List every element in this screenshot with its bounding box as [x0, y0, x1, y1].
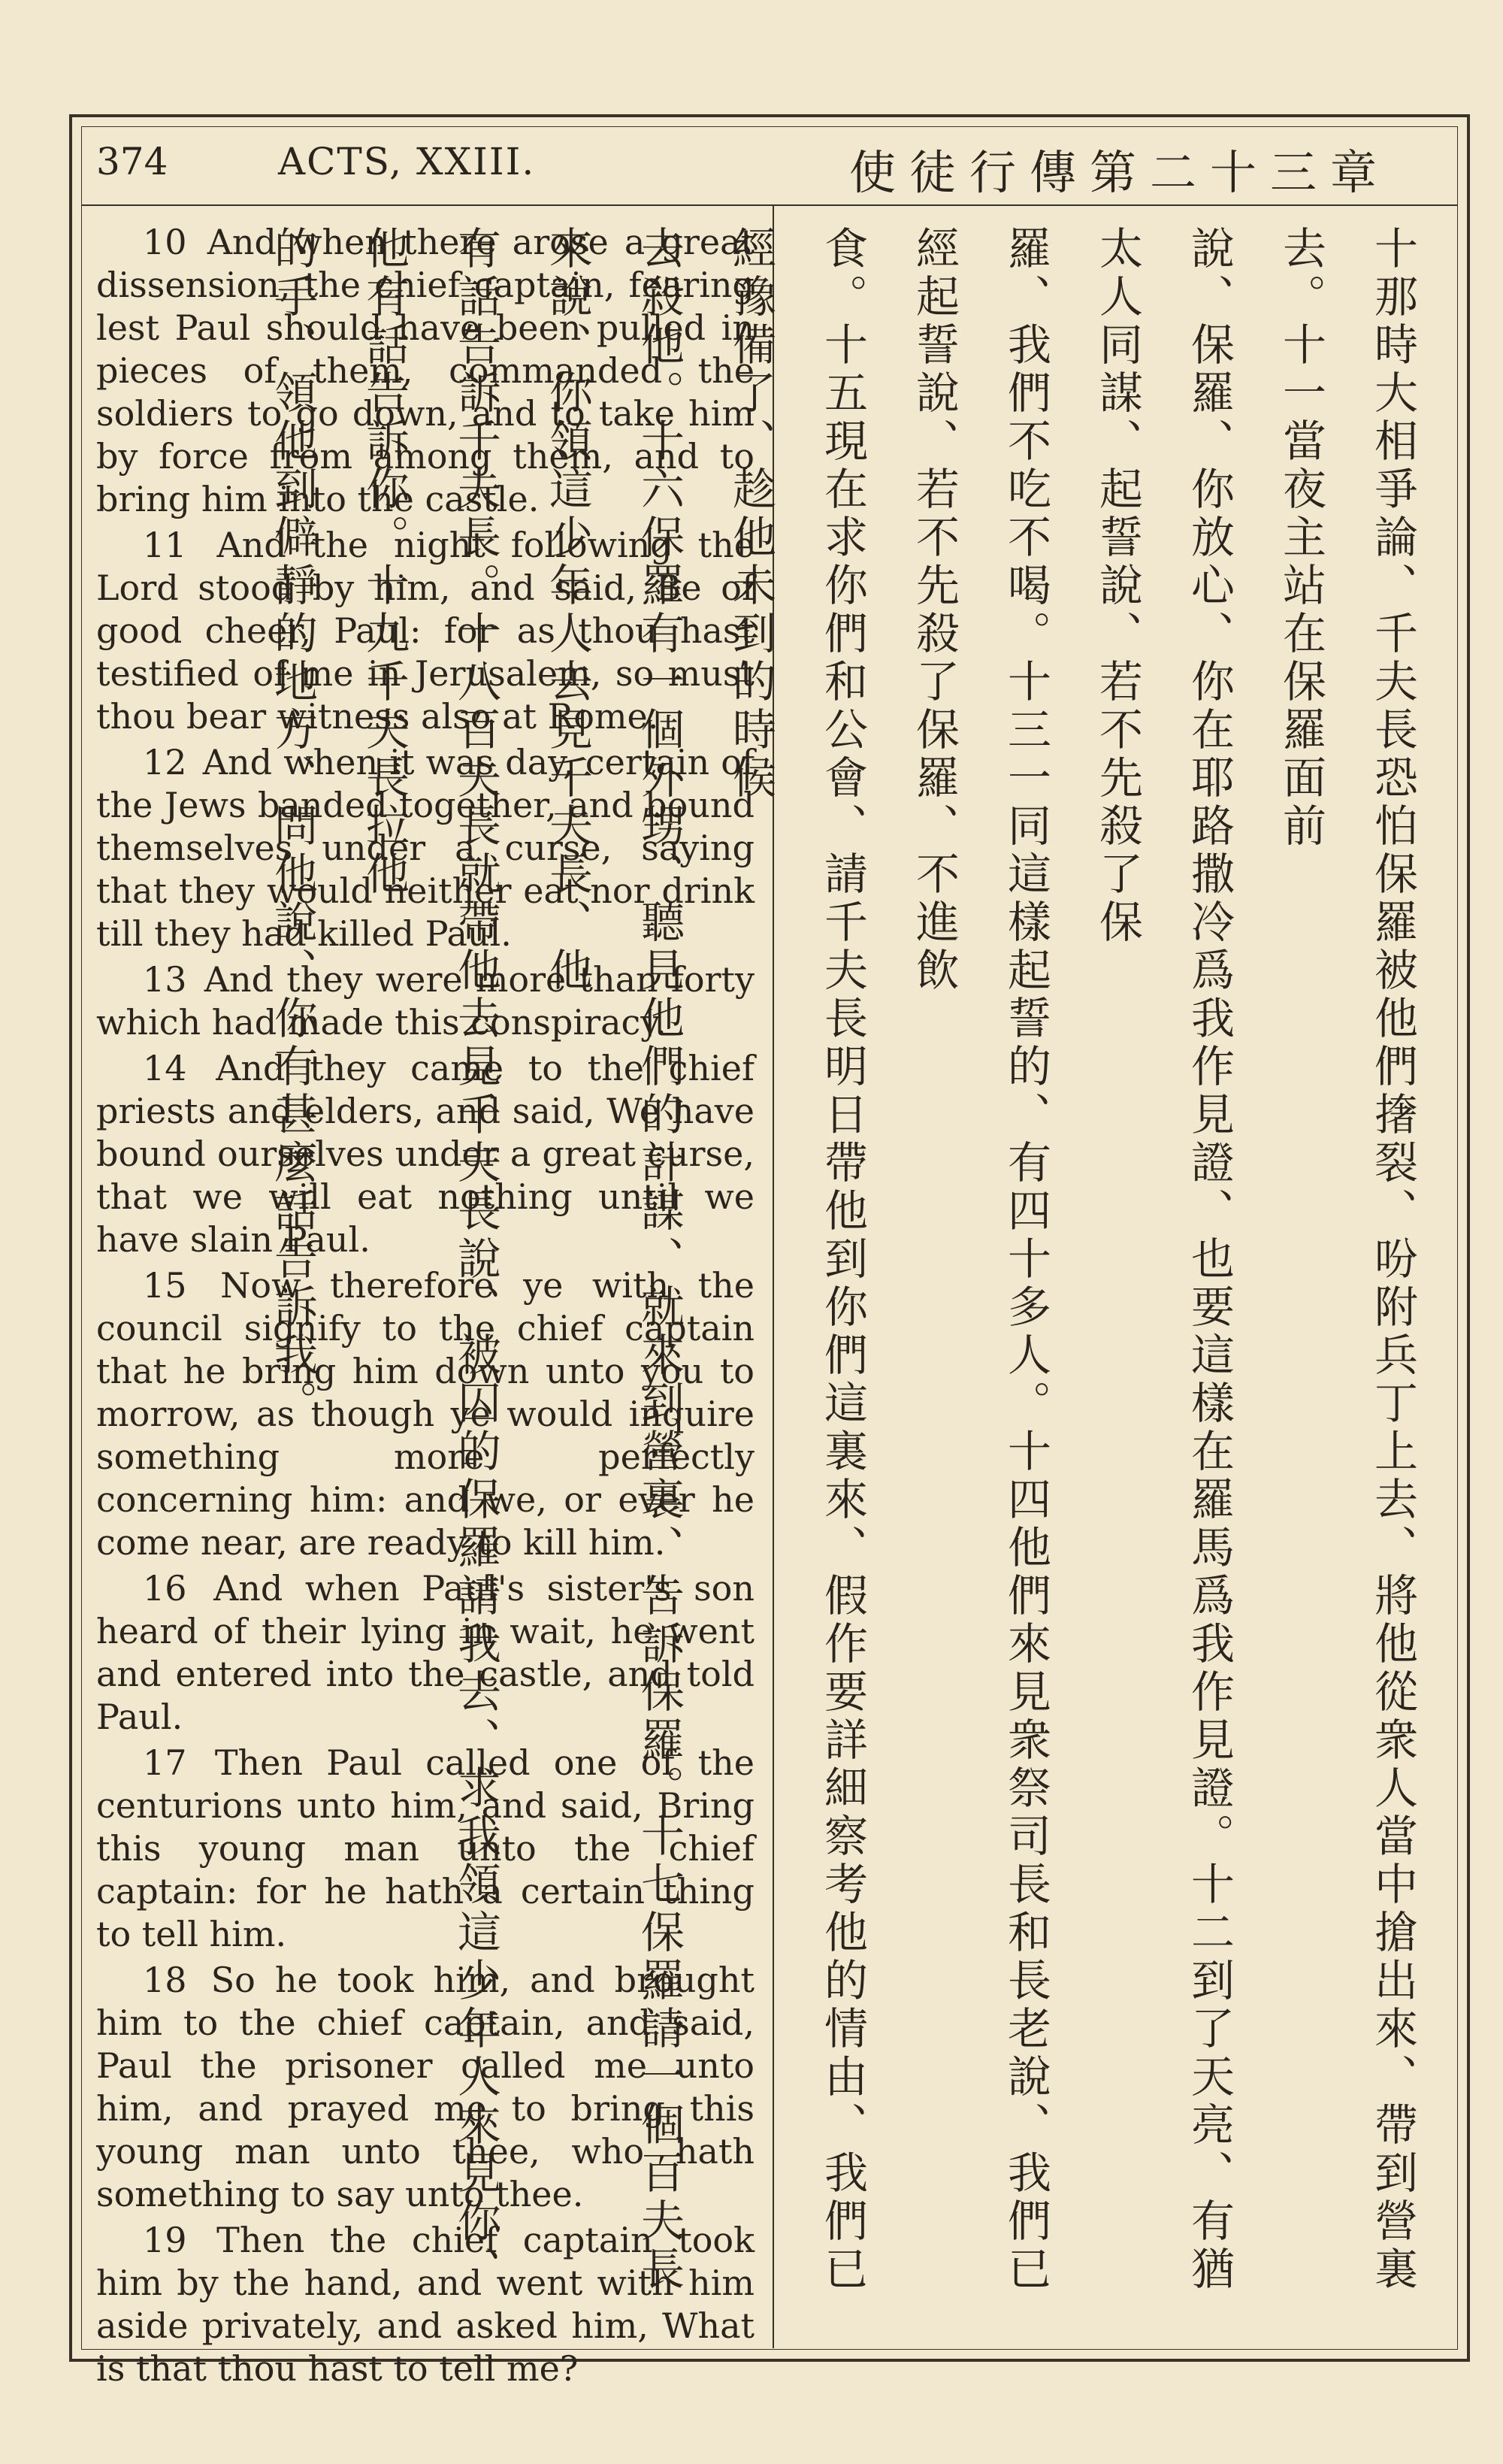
chinese-text-column: 說、保羅、你放心、你在耶路撒冷爲我作見證、也要這樣在羅馬爲我作見證。十二到了天亮、有猶太人同謀、起誓說、若不先殺了保: [1092, 226, 1235, 2294]
chinese-text-column: 有話告訴千夫長。十八百夫長就帶他去見千夫長說、被囚的保羅請我去、求我領這少年人來見你、他有話告訴你。十九千夫長拉他: [358, 226, 501, 2294]
verse-number: 15: [143, 1265, 187, 1306]
verse-text: So he took him, and brought him to the chief captain, and said, Paul the prisoner called me unto him, and prayed me to bring this young man unto thee, who hath something to say unto thee.: [96, 1960, 755, 2214]
verse-number: 11: [143, 525, 187, 565]
verse-number: 14: [143, 1048, 187, 1088]
page-header: [81, 126, 1458, 206]
page-number: 374: [96, 140, 168, 183]
chinese-text-column: 去殺他。十六保羅有一個外甥、聽見他們的計謀、就來到營裏、告訴保羅。十七保羅請一個百夫長來說、你領這少年人去見千夫長、他: [542, 226, 685, 2294]
chinese-text-column: 十那時大相爭論、千夫長恐怕保羅被他們撦裂、吩附兵丁上去、將他從衆人當中搶出來、帶到營裏去。十一當夜主站在保羅面前: [1275, 226, 1418, 2294]
verse-number: 13: [143, 959, 187, 1000]
chinese-text-column: 羅、我們不吃不喝。十三一同這樣起誓的、有四十多人。十四他們來見衆祭司長和長老說、我們已經起誓說、若不先殺了保羅、不進飲: [909, 226, 1051, 2294]
verse-text: And they came to the chief priests and elders, and said, We have bound ourselves under a great curse, that we will eat nothing until we have slain Paul.: [96, 1048, 755, 1260]
verse-number: 12: [143, 742, 187, 782]
verse-number: 19: [143, 2220, 187, 2260]
chinese-running-title: 使徒行傳第二十三章: [848, 145, 1390, 200]
chinese-text-column: 食。十五現在求你們和公會、請千夫長明日帶他到你們這裏來、假作要詳細察考他的情由、我們已經豫備了、趁他未到的時候: [725, 226, 868, 2294]
verse-text: Then Paul called one of the centurions unto him, and said, Bring this young man unto the chief captain: for he hath a certain thing to tell him.: [96, 1742, 755, 1954]
verse-text: Now therefore ye with the council signify to the chief captain that he bring him down unto you to morrow, as though ye would inquire something more perfectly concerning him: and we, or ever he come near, are ready to kill him.: [96, 1265, 755, 1563]
verse-text: And when Paul's sister's son heard of their lying in wait, he went and entered into the castle, and told Paul.: [96, 1568, 755, 1737]
chinese-text-column: 的手、領他到僻靜的地方、問他說、你有甚麼話告訴我。: [267, 226, 318, 1428]
verse-number: 16: [143, 1568, 187, 1609]
verse-number: 17: [143, 1742, 187, 1783]
verse-text: And when there arose a great dissension, the chief captain, fearing lest Paul should have been pulled in pieces of them, commanded the soldiers to go down, and to take him by force from among them, and to bring him into the castle.: [96, 222, 755, 519]
verse-text: And when it was day, certain of the Jews banded together, and bound themselves under a curse, saying that they would neither eat nor drink till they had killed Paul.: [96, 742, 755, 954]
verse-text: And they were more than forty which had made this conspiracy.: [96, 959, 755, 1043]
verse-text: Then the chief captain took him by the hand, and went with him aside privately, and asked him, What is that thou hast to tell me?: [96, 2220, 755, 2389]
verse-text: And the night following the Lord stood by him, and said, Be of good cheer, Paul: for as thou hast testified of me in Jerusalem, so must thou bear witness also at Rome.: [96, 525, 755, 737]
verse-number: 18: [143, 1960, 187, 2000]
running-title: ACTS, XXIII.: [278, 140, 536, 183]
verse-number: 10: [143, 222, 187, 262]
